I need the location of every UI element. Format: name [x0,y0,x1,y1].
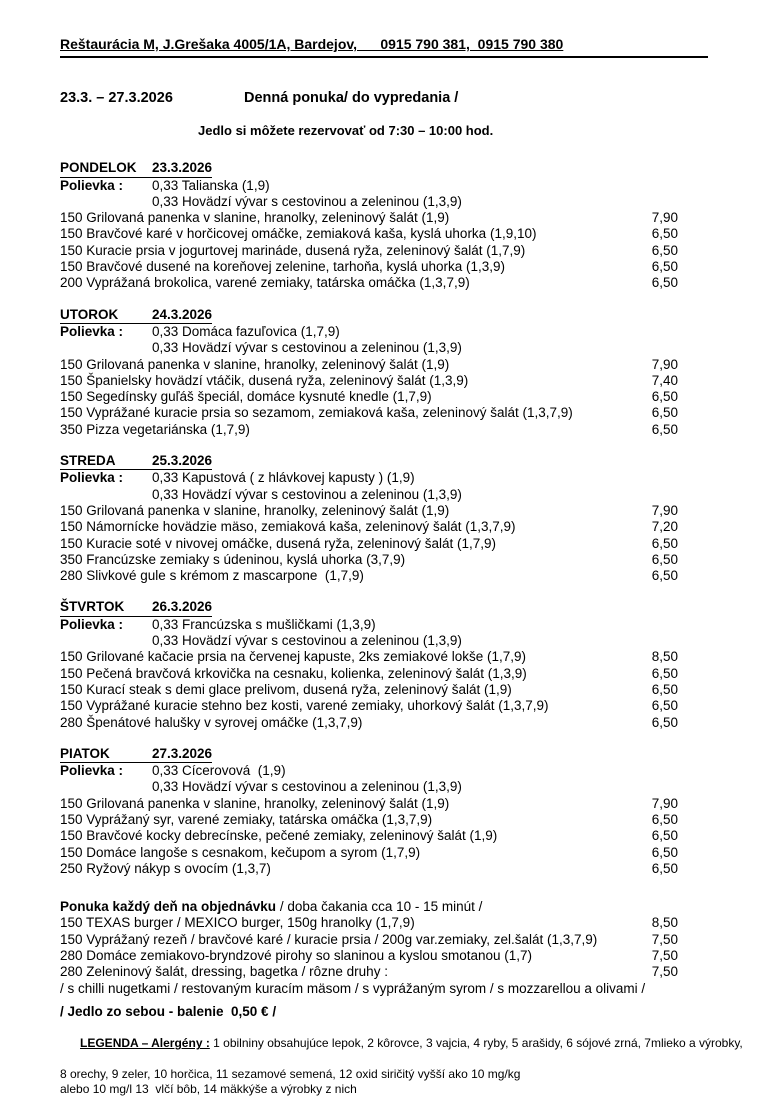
offer-item-text: 150 Vyprážaný rezeň / bravčové karé / kuracie prsia / 200g var.zemiaky, zel.šalát (1,3,7,9) [60,931,598,947]
day-name: STREDA [60,453,116,469]
reservation-note: Jedlo si môžete rezervovať od 7:30 – 10:00 hod. [198,123,494,138]
menu-item-price: 6,50 [651,389,678,405]
menu-item-row [60,357,708,373]
soup-text: 0,33 Kapustová ( z hlávkovej kapusty ) (1,9) [152,470,415,486]
soup-text: 0,33 Hovädzí vývar s cestovinou a zeleninou (1,3,9) [152,486,462,502]
menu-item-text: 150 Grilovaná panenka v slanine, hranolky, zeleninový šalát (1,9) [60,502,450,518]
soup-label: Polievka : [60,177,124,193]
daily-offer-items [60,915,708,980]
menu-item-price: 6,50 [651,811,678,827]
day-name: UTOROK [60,306,119,322]
soup-row [60,178,708,194]
soup-row [60,763,708,779]
menu-item-text: 150 Vyprážané kuracie stehno bez kosti, varené zemiaky, uhorkový šalát (1,3,7,9) [60,698,549,714]
legend-line-1 [60,1021,766,1067]
soup-label: Polievka : [60,616,124,632]
soup-text: 0,33 Domáca fazuľovica (1,7,9) [152,323,340,339]
menu-item-price: 7,20 [651,519,678,535]
menu-item-text: 150 Pečená bravčová krkovička na cesnaku, kolienka, zeleninový šalát (1,3,9) [60,665,527,681]
day-title [60,599,212,616]
soup-text: 0,33 Francúzska s mušličkami (1,3,9) [152,616,376,632]
menu-item-row [60,552,708,568]
menu-item-row [60,536,708,552]
menu-item-price: 6,50 [651,681,678,697]
day-header [60,307,708,324]
allergen-legend [60,1021,766,1097]
offer-item-row [60,932,708,948]
offer-item-text: 280 Zeleninový šalát, dressing, bagetka / rôzne druhy : [60,964,388,980]
soup-row [60,487,708,503]
menu-item-row [60,845,708,861]
day-title [60,746,212,763]
menu-item-text: 280 Špenátové halušky v syrovej omáčke (1,3,7,9) [60,714,363,730]
menu-item-price: 6,50 [651,828,678,844]
offer-item-row [60,948,708,964]
menu-item-row [60,210,708,226]
soup-row [60,633,708,649]
offer-item-text: 150 TEXAS burger / MEXICO burger, 150g hranolky (1,7,9) [60,915,415,931]
menu-item-row [60,698,708,714]
soup-label: Polievka : [60,763,124,779]
menu-item-text: 150 Bravčové dusené na koreňovej zelenine, tarhoňa, kyslá uhorka (1,3,9) [60,259,506,275]
day-date: 27.3.2026 [152,745,213,761]
soup-label: Polievka : [60,470,124,486]
menu-item-price: 7,90 [651,356,678,372]
menu-item-price: 6,50 [651,535,678,551]
legend-line-3: alebo 10 mg/l 13 vlčí bôb, 14 mäkkýše a výrobky z nich [60,1082,357,1097]
day-header [60,746,708,763]
menu-item-text: 150 Domáce langoše s cesnakom, kečupom a syrom (1,7,9) [60,844,421,860]
menu-item-price: 6,50 [651,242,678,258]
menu-item-row [60,796,708,812]
daily-offer-title: Ponuka každý deň na objednávku [60,899,277,915]
menu-item-text: 150 Grilovaná panenka v slanine, hranolky, zeleninový šalát (1,9) [60,356,450,372]
menu-item-price: 7,90 [651,210,678,226]
menu-item-text: 150 Grilovaná panenka v slanine, hranolky, zeleninový šalát (1,9) [60,795,450,811]
menu-item-text: 150 Námornícke hovädzie mäso, zemiaková kaša, zeleninový šalát (1,3,7,9) [60,519,516,535]
menu-item-text: 150 Kuracie prsia v jogurtovej marináde, dusená ryža, zeleninový šalát (1,7,9) [60,242,526,258]
takeaway-note: / Jedlo zo sebou - balenie 0,50 € / [60,1003,277,1019]
day-title [60,307,212,324]
soup-row [60,779,708,795]
offer-item-row [60,964,708,980]
soup-text: 0,33 Hovädzí vývar s cestovinou a zeleninou (1,3,9) [152,193,462,209]
offer-item-text: 280 Domáce zemiakovo-bryndzové pirohy so slaninou a kyslou smotanou (1,7) [60,948,532,964]
menu-item-text: 200 Vyprážaná brokolica, varené zemiaky, tatárska omáčka (1,3,7,9) [60,275,470,291]
menu-item-price: 6,50 [651,844,678,860]
menu-item-text: 150 Bravčové karé v horčicovej omáčke, zemiaková kaša, kyslá uhorka (1,9,10) [60,226,537,242]
menu-item-text: 150 Vyprážaný syr, varené zemiaky, tatárska omáčka (1,3,7,9) [60,811,433,827]
restaurant-address-phones: Reštaurácia M, J.Grešaka 4005/1A, Bardejov, 0915 790 381, 0915 790 380 [60,36,564,52]
soup-text: 0,33 Talianska (1,9) [152,177,270,193]
menu-item-text: 150 Vyprážané kuracie prsia so sezamom, zemiaková kaša, zeleninový šalát (1,3,7,9) [60,405,573,421]
day-section [60,453,708,584]
soup-label [60,194,152,210]
day-section [60,160,708,291]
menu-item-text: 350 Francúzske zemiaky s údeninou, kyslá uhorka (3,7,9) [60,551,406,567]
day-title [60,160,212,177]
soup-label [60,487,152,503]
menu-item-row [60,373,708,389]
day-header [60,453,708,470]
offer-item-price: 8,50 [651,915,678,931]
offer-item-price: 7,50 [651,964,678,980]
menu-item-row [60,422,708,438]
menu-date-range: 23.3. – 27.3.2026 [60,90,173,106]
legend-label: LEGENDA – Alergény : [80,1036,210,1051]
day-name: ŠTVRTOK [60,599,125,615]
menu-item-text: 250 Ryžový nákyp s ovocím (1,3,7) [60,860,271,876]
menu-item-price: 7,40 [651,372,678,388]
menu-item-text: 150 Kuracie soté v nivovej omáčke, dusená ryža, zeleninový šalát (1,7,9) [60,535,496,551]
soup-label [60,340,152,356]
menu-item-row [60,259,708,275]
menu-item-text: 150 Grilované kačacie prsia na červenej kapuste, 2ks zemiakové lokše (1,7,9) [60,649,526,665]
menu-item-row [60,666,708,682]
menu-item-text: 150 Bravčové kocky debrecínske, pečené zemiaky, zeleninový šalát (1,9) [60,828,498,844]
soup-text: 0,33 Cícerovová (1,9) [152,763,286,779]
day-section [60,599,708,730]
soup-label [60,779,152,795]
offer-item-row [60,915,708,931]
menu-item-row [60,649,708,665]
menu-item-row [60,389,708,405]
soup-row [60,324,708,340]
day-header [60,599,708,616]
soup-row [60,340,708,356]
restaurant-header [60,36,708,58]
soup-text: 0,33 Hovädzí vývar s cestovinou a zeleninou (1,3,9) [152,779,462,795]
soup-text: 0,33 Hovädzí vývar s cestovinou a zeleninou (1,3,9) [152,633,462,649]
menu-item-text: 150 Kurací steak s demi glace prelivom, dusená ryža, zeleninový šalát (1,9) [60,681,512,697]
daily-offer-header [60,899,708,915]
menu-item-row [60,243,708,259]
menu-item-price: 7,90 [651,502,678,518]
day-date: 25.3.2026 [152,453,213,469]
daily-menus [60,160,708,877]
soup-row [60,470,708,486]
soup-label [60,633,152,649]
menu-item-price: 6,50 [651,551,678,567]
menu-item-text: 150 Segedínsky guľáš špeciál, domáce kysnuté knedle (1,7,9) [60,389,432,405]
menu-item-row [60,519,708,535]
menu-item-text: 350 Pizza vegetariánska (1,7,9) [60,421,250,437]
title-row [60,89,708,107]
menu-item-row [60,861,708,877]
offer-item-price: 7,50 [651,948,678,964]
soup-row [60,617,708,633]
menu-item-price: 6,50 [651,405,678,421]
menu-title: Denná ponuka/ do vypredania / [244,90,459,106]
menu-item-price: 6,50 [651,226,678,242]
legend-allergens-1: 1 obilniny obsahujúce lepok, 2 kôrovce, 3 vajcia, 4 ryby, 5 arašidy, 6 sójové zrná, 7mlieko a výrobky, [209,1036,743,1051]
day-section [60,746,708,877]
menu-item-price: 6,50 [651,698,678,714]
offer-item-price: 7,50 [651,931,678,947]
menu-item-text: 150 Grilovaná panenka v slanine, hranolky, zeleninový šalát (1,9) [60,210,450,226]
day-title [60,453,212,470]
menu-item-row [60,405,708,421]
daily-offer-section [60,899,708,997]
day-section [60,307,708,438]
soup-label: Polievka : [60,323,124,339]
day-header [60,160,708,177]
legend-line-2: 8 orechy, 9 zeler, 10 horčica, 11 sezamové semená, 12 oxid siričitý vyšší ako 10 mg/kg [60,1066,521,1081]
menu-item-price: 6,50 [651,665,678,681]
menu-item-row [60,503,708,519]
menu-item-price: 8,50 [651,649,678,665]
menu-item-price: 6,50 [651,568,678,584]
soup-row [60,194,708,210]
daily-offer-subtitle: / doba čakania cca 10 - 15 minút / [276,899,483,915]
day-date: 24.3.2026 [152,306,213,322]
soup-text: 0,33 Hovädzí vývar s cestovinou a zeleninou (1,3,9) [152,340,462,356]
menu-item-price: 6,50 [651,714,678,730]
day-name: PIATOK [60,745,110,761]
menu-item-row [60,275,708,291]
day-date: 26.3.2026 [152,599,213,615]
menu-item-row [60,226,708,242]
menu-item-price: 6,50 [651,275,678,291]
menu-item-text: 280 Slivkové gule s krémom z mascarpone (1,7,9) [60,568,364,584]
menu-item-price: 6,50 [651,860,678,876]
menu-item-price: 6,50 [651,421,678,437]
salad-variants-note: / s chilli nugetkami / restovaným kuracím mäsom / s vyprážaným syrom / s mozzarellou a olivami / [60,980,646,996]
day-name: PONDELOK [60,160,137,176]
menu-item-row [60,715,708,731]
day-date: 23.3.2026 [152,160,213,176]
menu-item-price: 6,50 [651,259,678,275]
menu-item-price: 7,90 [651,795,678,811]
menu-item-row [60,812,708,828]
menu-item-text: 150 Španielsky hovädzí vtáčik, dusená ryža, zeleninový šalát (1,3,9) [60,372,469,388]
menu-item-row [60,568,708,584]
menu-item-row [60,828,708,844]
menu-item-row [60,682,708,698]
